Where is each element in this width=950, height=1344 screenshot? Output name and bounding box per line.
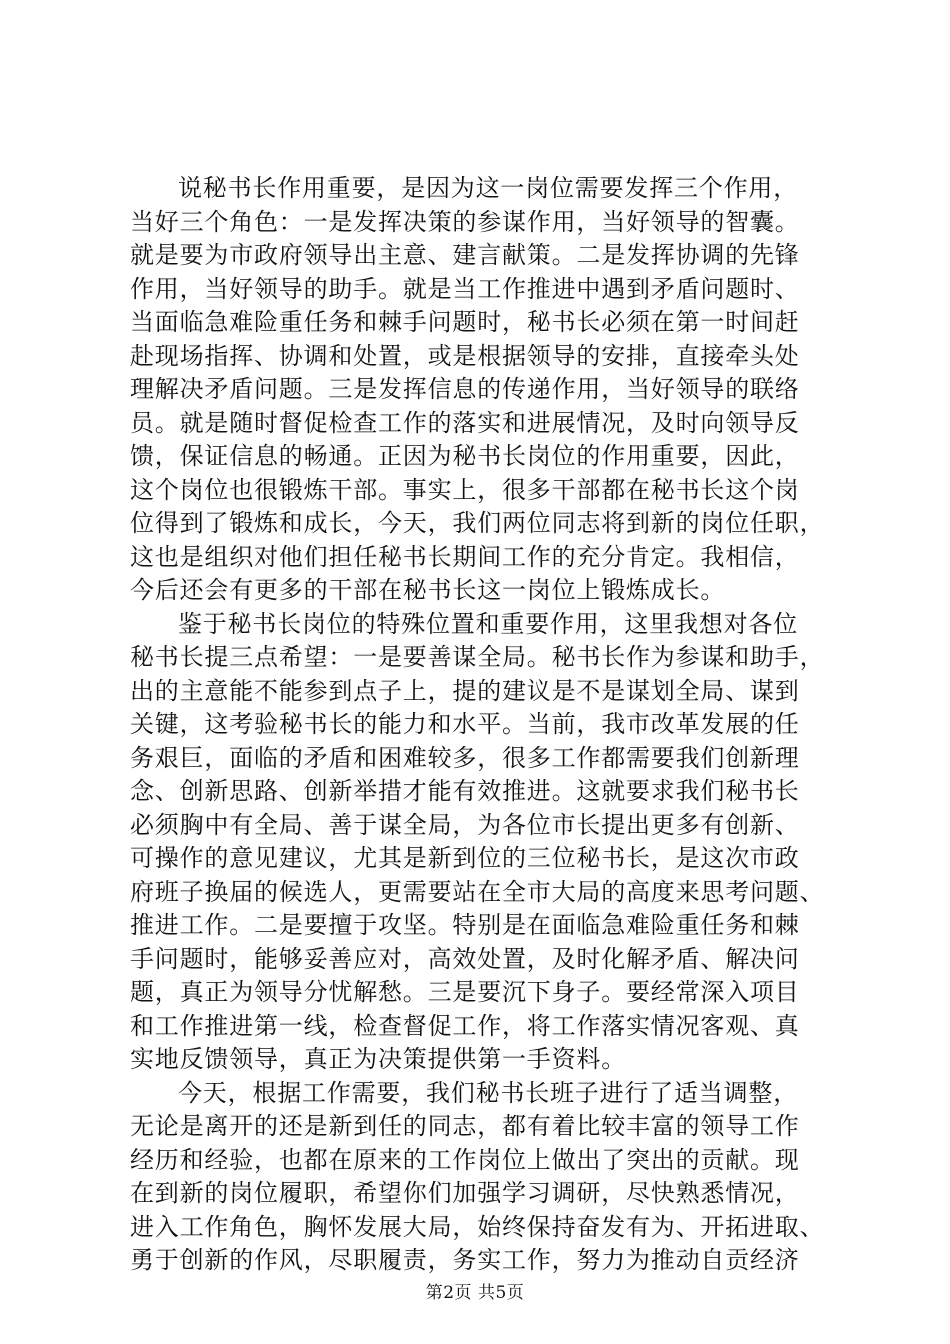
text-line: 员。就是随时督促检查工作的落实和进展情况，及时向领导反 xyxy=(130,408,800,437)
text-line: 进入工作角色，胸怀发展大局，始终保持奋发有为、开拓进取、 xyxy=(130,1212,825,1241)
text-line: 位得到了锻炼和成长，今天，我们两位同志将到新的岗位任职， xyxy=(130,509,825,537)
text-line: 今天，根据工作需要，我们秘书长班子进行了适当调整， xyxy=(178,1078,798,1107)
text-line: 说秘书长作用重要，是因为这一岗位需要发挥三个作用， xyxy=(178,174,798,202)
text-line: 当好三个角色：一是发挥决策的参谋作用，当好领导的智囊。 xyxy=(130,207,800,236)
text-line: 务艰巨，面临的矛盾和困难较多，很多工作都需要我们创新理 xyxy=(130,743,800,772)
text-line: 关键，这考验秘书长的能力和水平。当前，我市改革发展的任 xyxy=(130,710,800,738)
text-line: 勇于创新的作风，尽职履责，务实工作，努力为推动自贡经济 xyxy=(130,1246,800,1274)
text-line: 手问题时，能够妥善应对，高效处置，及时化解矛盾、解决问 xyxy=(130,944,800,973)
text-line: 秘书长提三点希望：一是要善谋全局。秘书长作为参谋和助手， xyxy=(130,643,825,671)
text-line: 在到新的岗位履职，希望你们加强学习调研，尽快熟悉情况， xyxy=(130,1179,800,1207)
text-line: 念、创新思路、创新举措才能有效推进。这就要求我们秘书长 xyxy=(130,777,800,805)
text-line: 赴现场指挥、协调和处置，或是根据领导的安排，直接牵头处 xyxy=(130,341,800,370)
text-line: 这个岗位也很锻炼干部。事实上，很多干部都在秘书长这个岗 xyxy=(130,475,800,504)
text-line: 无论是离开的还是新到任的同志，都有着比较丰富的领导工作 xyxy=(130,1112,800,1140)
text-line: 理解决矛盾问题。三是发挥信息的传递作用，当好领导的联络 xyxy=(130,375,800,403)
text-line: 当面临急难险重任务和棘手问题时，秘书长必须在第一时间赶 xyxy=(130,308,800,336)
text-line: 经历和经验，也都在原来的工作岗位上做出了突出的贡献。现 xyxy=(130,1145,800,1174)
text-line: 可操作的意见建议，尤其是新到位的三位秘书长，是这次市政 xyxy=(130,844,800,872)
text-line: 馈，保证信息的畅通。正因为秘书长岗位的作用重要，因此， xyxy=(130,442,800,470)
text-line: 府班子换届的候选人，更需要站在全市大局的高度来思考问题、 xyxy=(130,877,825,906)
text-line: 就是要为市政府领导出主意、建言献策。二是发挥协调的先锋 xyxy=(130,241,800,269)
text-line: 题，真正为领导分忧解愁。三是要沉下身子。要经常深入项目 xyxy=(130,978,800,1006)
document-body xyxy=(130,172,850,1278)
text-line: 出的主意能不能参到点子上，提的建议是不是谋划全局、谋到 xyxy=(130,676,800,705)
text-line: 必须胸中有全局、善于谋全局，为各位市长提出更多有创新、 xyxy=(130,810,800,839)
text-line: 推进工作。二是要擅于攻坚。特别是在面临急难险重任务和棘 xyxy=(130,911,800,939)
page-footer: 第2页 共5页 xyxy=(425,1283,525,1303)
text-line: 作用，当好领导的助手。就是当工作推进中遇到矛盾问题时、 xyxy=(130,274,800,303)
text-line: 鉴于秘书长岗位的特殊位置和重要作用，这里我想对各位 xyxy=(178,609,798,638)
text-line: 这也是组织对他们担任秘书长期间工作的充分肯定。我相信， xyxy=(130,542,800,571)
text-line: 实地反馈领导，真正为决策提供第一手资料。 xyxy=(130,1045,626,1073)
text-line: 今后还会有更多的干部在秘书长这一岗位上锻炼成长。 xyxy=(130,576,726,604)
text-line: 和工作推进第一线，检查督促工作，将工作落实情况客观、真 xyxy=(130,1011,800,1040)
